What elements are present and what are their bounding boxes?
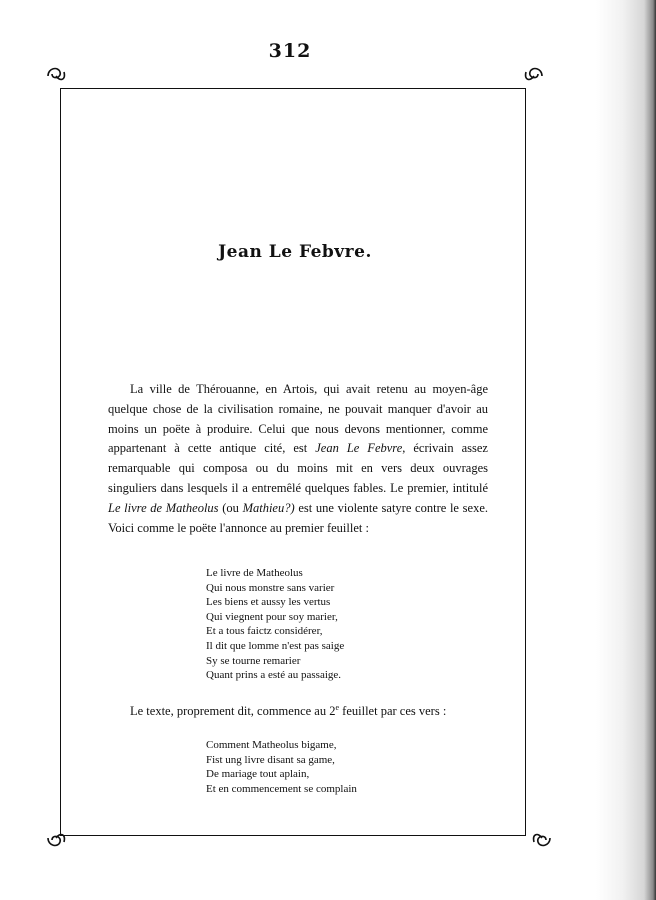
text-segment: , écrivain assez remarquable qui composa ou du moins mit en vers deux ouvrages singuliers dans lesquels il a entremêlé quelques fables. Le premier, intitulé bbox=[108, 441, 488, 495]
corner-ornament-icon bbox=[44, 64, 68, 88]
text-segment: Le texte, proprement dit, commence au 2 bbox=[130, 704, 336, 719]
text-segment: (ou bbox=[218, 500, 243, 515]
text-segment: La ville de Thérouanne, en Artois, qui avait retenu au moyen-âge quelque chose de la civilisation romaine, ne pouvait manquer d'avoir au moins un poëte à produire. Celui que nous devons mentionner, comme appartenant à cette antique cité, est bbox=[108, 382, 488, 456]
page-number: 312 bbox=[268, 40, 312, 62]
verse-line: Fist ung livre disant sa game, bbox=[206, 753, 335, 766]
verse-line: Les biens et aussy les vertus bbox=[206, 596, 331, 609]
verse-line: De mariage tout aplain, bbox=[206, 768, 310, 781]
page-edge-shadow bbox=[596, 0, 656, 900]
book-title: Le livre de Matheolus bbox=[108, 500, 219, 515]
text-segment: est une violente satyre contre le sexe. Voici comme le poëte l'annonce au premier feuillet : bbox=[108, 500, 488, 535]
paragraph-text-intro bbox=[108, 698, 488, 722]
corner-ornament-icon bbox=[522, 64, 546, 88]
corner-ornament-icon bbox=[44, 826, 68, 850]
verse-line: Et a tous faictz considérer, bbox=[206, 625, 323, 638]
author-name: Jean Le Febvre bbox=[315, 441, 403, 456]
verse-line: Quant prins a esté au passaige. bbox=[206, 669, 342, 682]
chapter-title: Jean Le Febvre. bbox=[218, 242, 372, 262]
verse-line: Il dit que lomme n'est pas saige bbox=[206, 639, 345, 652]
verse-line: Qui viegnent pour soy marier, bbox=[206, 610, 338, 623]
alt-title: Mathieu?) bbox=[242, 500, 295, 515]
verse-line: Qui nous monstre sans varier bbox=[206, 581, 335, 594]
paragraph-intro bbox=[108, 380, 488, 538]
superscript: e bbox=[335, 703, 340, 712]
verse-block-1 bbox=[206, 566, 344, 683]
text-segment: feuillet par ces vers : bbox=[339, 704, 447, 719]
corner-ornament-icon bbox=[530, 826, 554, 850]
verse-line: Sy se tourne remarier bbox=[206, 654, 301, 667]
verse-line: Comment Matheolus bigame, bbox=[206, 739, 337, 751]
verse-block-2 bbox=[206, 738, 357, 796]
verse-line: Et en commencement se complain bbox=[206, 782, 357, 795]
verse-line: Le livre de Matheolus bbox=[206, 567, 303, 579]
